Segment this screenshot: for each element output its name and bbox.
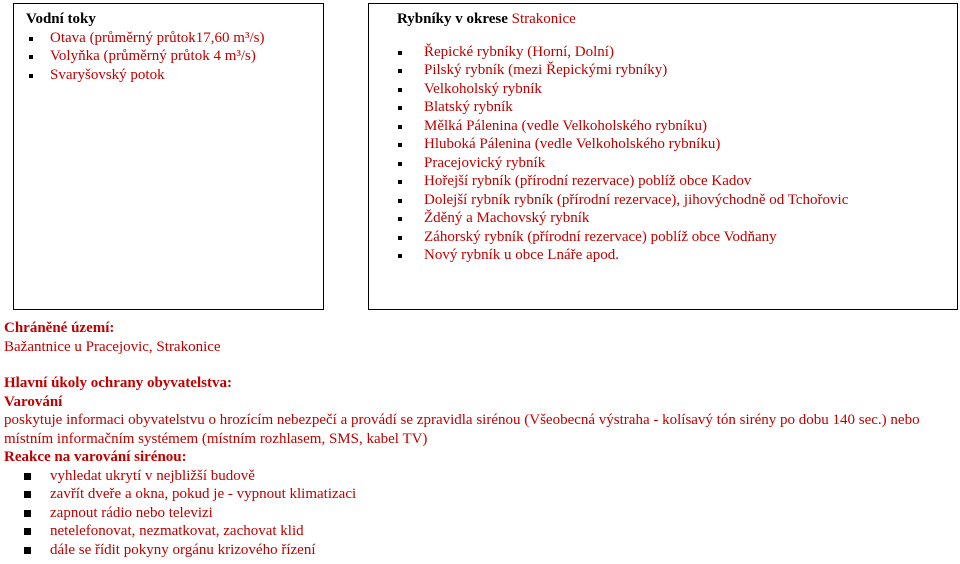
protected-area-text: Bažantnice u Pracejovic, Strakonice <box>4 338 221 355</box>
square-bullet-icon <box>29 55 33 59</box>
square-bullet-icon <box>24 528 31 535</box>
list-item: Hořejší rybník (přírodní rezervace) poblíž obce Kadov <box>397 172 957 191</box>
list-item: Záhorský rybník (přírodní rezervace) poblíž obce Vodňany <box>397 228 957 247</box>
square-bullet-icon <box>24 491 31 498</box>
square-bullet-icon <box>398 199 402 203</box>
water-courses-list <box>26 29 323 85</box>
reaction-title: Reakce na varování sirénou: <box>4 449 187 465</box>
square-bullet-icon <box>398 143 402 147</box>
list-item: Nový rybník u obce Lnáře apod. <box>397 246 957 265</box>
ponds-list <box>397 43 957 265</box>
list-item: Pracejovický rybník <box>397 154 957 173</box>
list-item: Velkoholský rybník <box>397 80 957 99</box>
list-item: Dolejší rybník rybník (přírodní rezervace), jihovýchodně od Tchořovic <box>397 191 957 210</box>
square-bullet-icon <box>398 217 402 221</box>
ponds-box <box>368 3 958 310</box>
square-bullet-icon <box>24 547 31 554</box>
list-item: vyhledat ukrytí v nejbližší budově <box>4 467 956 486</box>
square-bullet-icon <box>398 88 402 92</box>
list-item: Hluboká Pálenina (vedle Velkoholského rybníku) <box>397 135 957 154</box>
square-bullet-icon <box>398 51 402 55</box>
square-bullet-icon <box>24 510 31 517</box>
protection-tasks-title: Hlavní úkoly ochrany obyvatelstva: <box>4 375 232 391</box>
square-bullet-icon <box>398 236 402 240</box>
water-courses-title: Vodní toky <box>26 11 96 27</box>
list-item: dále se řídit pokyny orgánu krizového řízení <box>4 541 956 560</box>
list-item: zapnout rádio nebo televizi <box>4 504 956 523</box>
square-bullet-icon <box>29 37 33 41</box>
list-item: Blatský rybník <box>397 98 957 117</box>
square-bullet-icon <box>398 125 402 129</box>
square-bullet-icon <box>29 74 33 78</box>
warning-title: Varování <box>4 393 63 410</box>
list-item: Pilský rybník (mezi Řepickými rybníky) <box>397 61 957 80</box>
protected-area-title: Chráněné území: <box>4 320 115 336</box>
ponds-title: Rybníky v okrese Strakonice <box>397 11 576 27</box>
square-bullet-icon <box>398 254 402 258</box>
warning-text: poskytuje informaci obyvatelstvu o hrozícím nebezpečí a provádí se zpravidla sirénou (Všeobecná výstraha - kolísavý tón sirény po dobu 140 sec.) nebo místním informačním systémem (místním rozhlasem, SMS, kabel TV) <box>4 412 920 447</box>
list-item: Volyňka (průměrný průtok 4 m³/s) <box>26 47 323 66</box>
square-bullet-icon <box>398 162 402 166</box>
square-bullet-icon <box>398 180 402 184</box>
list-item: zavřít dveře a okna, pokud je - vypnout klimatizaci <box>4 485 956 504</box>
list-item: Řepické rybníky (Horní, Dolní) <box>397 43 957 62</box>
reaction-list <box>4 467 956 560</box>
square-bullet-icon <box>398 69 402 73</box>
list-item: Otava (průměrný průtok17,60 m³/s) <box>26 29 323 48</box>
civil-protection-section <box>4 319 956 559</box>
list-item: Svaryšovský potok <box>26 66 323 85</box>
list-item: netelefonovat, nezmatkovat, zachovat klid <box>4 522 956 541</box>
list-item: Žděný a Machovský rybník <box>397 209 957 228</box>
square-bullet-icon <box>24 473 31 480</box>
square-bullet-icon <box>398 106 402 110</box>
list-item: Mělká Pálenina (vedle Velkoholského rybníku) <box>397 117 957 136</box>
water-courses-box <box>13 3 324 310</box>
